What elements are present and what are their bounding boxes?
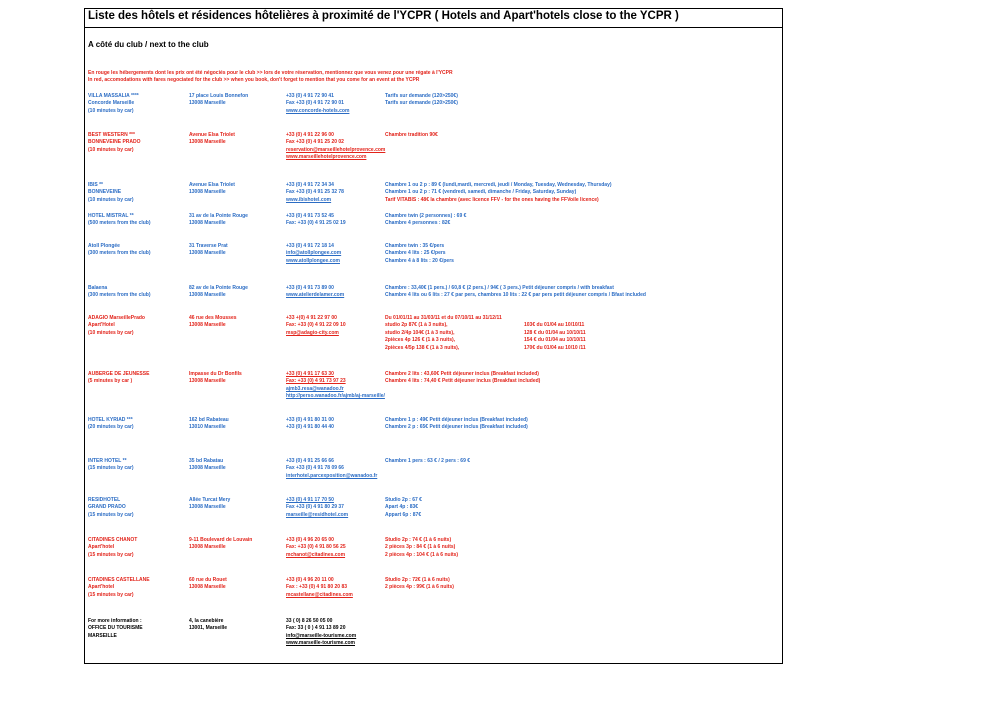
tourism-office-contact-line: 33 ( 0) 8 26 50 05 00 bbox=[286, 618, 333, 624]
hotel-11-contact-line: Fax +33 (0) 4 91 80 29 37 bbox=[286, 504, 344, 511]
hotel-1-name-line: VILLA MASSALIA **** bbox=[88, 93, 139, 99]
hotel-7-price-line bbox=[385, 344, 586, 352]
hotel-9-name-line: (20 minutes by car) bbox=[88, 424, 134, 431]
hotel-6-name-line: (300 meters from the club) bbox=[88, 292, 151, 299]
hotel-11-contact-link[interactable]: marseille@residhotel.com bbox=[286, 511, 349, 518]
price-text: Chambre 2 p : 65€ Petit déjeuner inclus (Breakfast included) bbox=[385, 424, 528, 431]
hotel-6-address-line: 13008 Marseille bbox=[189, 292, 226, 299]
hotel-6-prices bbox=[385, 285, 646, 300]
price-text: 2 pièces 4p : 99€ (1 à 6 nuits) bbox=[385, 584, 454, 591]
hotel-7-contact-line: Fax: +33 (0) 4 91 22 09 10 bbox=[286, 322, 346, 329]
hotel-6-contact-link[interactable]: www.atelierdelamer.com bbox=[286, 292, 345, 299]
hotel-10-contact-line: +33 (0) 4 91 25 66 66 bbox=[286, 458, 334, 464]
hotel-7-price-line bbox=[385, 315, 502, 322]
price-text: 2pièces 4p 126 € (1 à 3 nuits), bbox=[385, 337, 456, 344]
price-text: 2pièces 4/5p 138 € (1 à 3 nuits), bbox=[385, 344, 460, 351]
price-text: Chambre 4 lits ou 6 lits : 27 € par pers, chambres 10 lits : 22 € par pers petit déjeuner compris / Bfast included bbox=[385, 292, 646, 299]
hotel-1-price-line bbox=[385, 93, 458, 100]
price-text: Chambre 4 à 8 lits : 20 €/pers bbox=[385, 257, 454, 264]
hotel-10-name bbox=[88, 458, 134, 473]
tourism-office-contact-link[interactable]: www.marseille-tourisme.com bbox=[286, 640, 356, 647]
hotel-6-address bbox=[189, 285, 248, 300]
hotel-11-name-line: RESIDHOTEL bbox=[88, 497, 121, 503]
hotel-6-name-line: Balaena bbox=[88, 285, 108, 291]
tourism-office-name-line: OFFICE DU TOURISME bbox=[88, 625, 143, 632]
price-high-season: 154 € du 01/04 au 10/10/11 bbox=[524, 337, 586, 344]
hotel-2-name-line: BEST WESTERN *** bbox=[88, 132, 135, 138]
hotel-4-address-line: 13008 Marseille bbox=[189, 220, 226, 227]
hotel-10-contact-link[interactable]: interhotel.parcexposition@wanadoo.fr bbox=[286, 472, 378, 479]
hotel-4-contact-line: Fax: +33 (0) 4 91 25 02 19 bbox=[286, 220, 346, 227]
hotel-7-price-line bbox=[385, 322, 585, 329]
hotel-3-contact-line: +33 (0) 4 91 72 34 34 bbox=[286, 182, 334, 188]
hotel-10-address-line: 35 bd Rabatau bbox=[189, 458, 224, 464]
hotel-5-contact-link[interactable]: www.atollplongee.com bbox=[286, 257, 340, 264]
price-text: Chambre 4 lits : 74,40 € Petit déjeuner inclus (Breakfast included) bbox=[385, 378, 541, 385]
hotel-12-contact-line: +33 (0) 4 96 20 65 00 bbox=[286, 537, 334, 543]
hotel-3-address-line: Avenue Elsa Triolet bbox=[189, 182, 235, 188]
price-text: Chambre tradition 90€ bbox=[385, 132, 438, 138]
hotel-8-contact-link[interactable]: http://perso.wanadoo.fr/ajmb/aj-marseille/ bbox=[286, 393, 385, 400]
hotel-11-name bbox=[88, 497, 134, 519]
price-text: Chambre 1 p : 49€ Petit déjeuner inclus (Breakfast included) bbox=[385, 417, 528, 423]
hotel-12-contact-line: Fax: +33 (0) 4 91 80 56 25 bbox=[286, 544, 346, 551]
hotel-11-price-line bbox=[385, 504, 422, 511]
hotel-5-address-line: 31 Traverse Prat bbox=[189, 243, 228, 249]
price-text: Studio 2p : 72€ (1 à 6 nuits) bbox=[385, 577, 450, 583]
hotel-2-name-line: BONNEVEINE PRADO bbox=[88, 139, 141, 146]
note-english: In red, accomodations with fares negociated for the club >> when you book, don't forget to mention that you come for an event at the YCPR bbox=[88, 77, 420, 83]
hotel-9-name-line: HOTEL KYRIAD *** bbox=[88, 417, 133, 423]
hotel-10-price-line bbox=[385, 458, 470, 465]
hotel-11-name-line: (15 minutes by car) bbox=[88, 511, 134, 518]
hotel-12-name bbox=[88, 537, 137, 559]
hotel-8-address-line: 13008 Marseille bbox=[189, 378, 226, 385]
price-text: 2 pièces 3p : 84 € (1 à 6 nuits) bbox=[385, 544, 456, 551]
price-text: Chambre 2 lits : 43,60€ Petit déjeuner inclus (Breakfast included) bbox=[385, 371, 539, 377]
price-high-season: 128 € du 01/04 au 10/10/11 bbox=[524, 329, 586, 336]
hotel-5-address bbox=[189, 243, 228, 258]
hotel-4-name-line: HOTEL MISTRAL ** bbox=[88, 213, 134, 219]
hotel-12-contact-link[interactable]: mchanot@citadines.com bbox=[286, 551, 346, 558]
hotel-12-address-line: 9-11 Boulevard de Louvain bbox=[189, 537, 253, 543]
hotel-12-price-line bbox=[385, 537, 458, 544]
hotel-4-contact-line: +33 (0) 4 91 73 52 45 bbox=[286, 213, 334, 219]
hotel-1-prices bbox=[385, 93, 458, 108]
hotel-13-contact bbox=[286, 577, 353, 599]
hotel-5-price-line bbox=[385, 258, 454, 265]
hotel-1-address-line: 17 place Louis Bonnefon bbox=[189, 93, 249, 99]
hotel-3-contact bbox=[286, 182, 344, 204]
hotel-3-name bbox=[88, 182, 134, 204]
hotel-1-contact bbox=[286, 93, 349, 115]
hotel-13-contact-link[interactable]: mcastellane@citadines.com bbox=[286, 591, 353, 598]
hotel-2-address bbox=[189, 132, 235, 147]
hotel-3-price-line bbox=[385, 182, 612, 189]
hotel-10-name-line: (15 minutes by car) bbox=[88, 465, 134, 472]
hotel-9-address-line: 13010 Marseille bbox=[189, 424, 226, 431]
hotel-5-price-line bbox=[385, 243, 454, 250]
hotel-13-price-line bbox=[385, 577, 454, 584]
hotel-9-address bbox=[189, 417, 229, 432]
hotel-2-name-line: (10 minutes by car) bbox=[88, 146, 134, 153]
price-text: Chambre 1 pers : 63 € / 2 pers : 69 € bbox=[385, 458, 471, 464]
hotel-2-address-line: 13008 Marseille bbox=[189, 139, 226, 146]
hotel-5-name bbox=[88, 243, 151, 258]
hotel-5-contact bbox=[286, 243, 341, 265]
hotel-1-contact-line: Fax +33 (0) 4 91 72 90 01 bbox=[286, 100, 344, 107]
hotel-2-contact bbox=[286, 132, 385, 162]
hotel-8-address-line: Impasse du Dr Bonfils bbox=[189, 371, 242, 377]
hotel-1-contact-line: +33 (0) 4 91 72 90 41 bbox=[286, 93, 334, 99]
hotel-11-price-line bbox=[385, 497, 422, 504]
price-text: studio 2/4p 104€ (1 à 3 nuits), bbox=[385, 329, 455, 336]
hotel-7-name-line: Apart'Hotel bbox=[88, 322, 115, 329]
hotel-6-contact bbox=[286, 285, 344, 300]
hotel-11-price-line bbox=[385, 512, 422, 519]
hotel-7-contact-link[interactable]: msp@adagio-city.com bbox=[286, 329, 339, 336]
hotel-3-address-line: 13008 Marseille bbox=[189, 189, 226, 196]
hotel-8-contact-link[interactable]: +33 (0) 4 91 17 63 30 bbox=[286, 371, 334, 377]
hotel-8-price-line bbox=[385, 378, 540, 385]
hotel-3-price-line bbox=[385, 189, 612, 196]
hotel-6-contact-line: +33 (0) 4 91 73 89 00 bbox=[286, 285, 334, 291]
hotel-9-address-line: 162 bd Rabateau bbox=[189, 417, 229, 423]
hotel-11-contact-link[interactable]: +33 (0) 4 91 17 70 50 bbox=[286, 497, 334, 503]
hotel-list-sheet bbox=[84, 8, 783, 664]
hotel-9-prices bbox=[385, 417, 528, 432]
hotel-4-contact bbox=[286, 213, 346, 228]
hotel-7-name-line: ADAGIO MarseillePrado bbox=[88, 315, 145, 321]
hotel-8-prices bbox=[385, 371, 540, 386]
hotel-2-price-line bbox=[385, 132, 438, 139]
hotel-4-name-line: (500 meters from the club) bbox=[88, 220, 151, 227]
hotel-4-address-line: 31 av de la Pointe Rouge bbox=[189, 213, 248, 219]
hotel-12-address bbox=[189, 537, 252, 552]
hotel-5-contact-link[interactable]: info@atollplongee.com bbox=[286, 250, 342, 257]
tourism-office-name-line: MARSEILLE bbox=[88, 632, 117, 639]
hotel-8-contact bbox=[286, 371, 385, 401]
page-title: Liste des hôtels et résidences hôtelières à proximité de l'YCPR ( Hotels and Apart'hotels close to the YCPR ) bbox=[88, 10, 679, 22]
hotel-3-contact-link[interactable]: www.ibishotel.com bbox=[286, 196, 332, 203]
hotel-1-address bbox=[189, 93, 248, 108]
hotel-13-address bbox=[189, 577, 227, 592]
price-text: Chambre twin : 35 €/pers bbox=[385, 243, 445, 249]
hotel-1-name-line: (10 minutes by car) bbox=[88, 107, 134, 114]
hotel-13-name-line: Apart'hotel bbox=[88, 584, 115, 591]
hotel-8-contact-link[interactable]: Fax: +33 (0) 4 91 73 97 23 bbox=[286, 378, 346, 385]
price-high-season: 170€ du 01/04 au 10/10 /11 bbox=[524, 344, 586, 351]
hotel-13-name bbox=[88, 577, 150, 599]
hotel-7-prices bbox=[385, 315, 586, 352]
hotel-2-address-line: Avenue Elsa Triolet bbox=[189, 132, 235, 138]
hotel-10-address bbox=[189, 458, 226, 473]
price-text: Du 01/01/11 au 31/03/11 et du 07/10/11 au 31/12/11 bbox=[385, 315, 502, 321]
hotel-8-address bbox=[189, 371, 242, 386]
hotel-9-name bbox=[88, 417, 134, 432]
hotel-4-name bbox=[88, 213, 151, 228]
hotel-13-address-line: 60 rue du Rouet bbox=[189, 577, 227, 583]
price-text: Studio 2p : 67 € bbox=[385, 497, 422, 503]
price-high-season: 103€ du 01/04 au 10/10/11 bbox=[524, 322, 585, 329]
hotel-2-contact-line: +33 (0) 4 91 22 96 00 bbox=[286, 132, 334, 138]
hotel-13-address-line: 13008 Marseille bbox=[189, 584, 226, 591]
hotel-12-price-line bbox=[385, 544, 458, 551]
hotel-10-prices bbox=[385, 458, 470, 465]
hotel-13-name-line: (15 minutes by car) bbox=[88, 591, 134, 598]
hotel-3-address bbox=[189, 182, 235, 197]
hotel-2-contact-link[interactable]: www.marseillehotelprovence.com bbox=[286, 154, 367, 161]
hotel-13-name-line: CITADINES CASTELLANE bbox=[88, 577, 150, 583]
hotel-12-name-line: Apart'hotel bbox=[88, 544, 115, 551]
hotel-6-price-line bbox=[385, 285, 646, 292]
hotel-4-price-line bbox=[385, 220, 466, 227]
hotel-9-price-line bbox=[385, 417, 528, 424]
hotel-8-name-line: (5 minutes by car ) bbox=[88, 378, 133, 385]
hotel-3-prices bbox=[385, 182, 612, 204]
hotel-11-prices bbox=[385, 497, 422, 519]
tourism-office-name bbox=[88, 618, 143, 640]
hotel-4-address bbox=[189, 213, 248, 228]
hotel-4-prices bbox=[385, 213, 466, 228]
hotel-10-name-line: INTER HOTEL ** bbox=[88, 458, 127, 464]
tourism-office-address bbox=[189, 618, 227, 633]
hotel-7-contact bbox=[286, 315, 346, 337]
hotel-5-address-line: 13008 Marseille bbox=[189, 250, 226, 257]
hotel-10-contact-line: Fax +33 (0) 4 91 78 09 66 bbox=[286, 465, 344, 472]
hotel-11-address-line: 13008 Marseille bbox=[189, 504, 226, 511]
hotel-3-name-line: (10 minutes by car) bbox=[88, 196, 134, 203]
price-text: Chambre twin (2 personnes) : 69 € bbox=[385, 213, 467, 219]
hotel-7-contact-line: +33 +(0) 4 91 22 97 00 bbox=[286, 315, 337, 321]
hotel-6-name bbox=[88, 285, 151, 300]
hotel-9-contact-line: +33 (0) 4 91 80 31 00 bbox=[286, 417, 334, 423]
hotel-10-address-line: 13008 Marseille bbox=[189, 465, 226, 472]
hotel-6-price-line bbox=[385, 292, 646, 299]
hotel-7-name-line: (10 minutes by car) bbox=[88, 329, 134, 336]
price-text: Tarifs sur demande (120>250€) bbox=[385, 100, 458, 107]
hotel-1-contact-link[interactable]: www.concorde-hotels.com bbox=[286, 107, 350, 114]
price-text: studio 2p 87€ (1 à 3 nuits), bbox=[385, 322, 448, 329]
hotel-10-contact bbox=[286, 458, 377, 480]
section-subtitle: A côté du club / next to the club bbox=[88, 40, 209, 49]
hotel-7-address-line: 13008 Marseille bbox=[189, 322, 226, 329]
price-text: Chambre 4 personnes : 82€ bbox=[385, 220, 451, 227]
price-text: Chambre : 33,40€ (1 pers.) / 60,8 € (2 pers.) / 94€ ( 3 pers.) Petit déjeuner compris / with breakfast bbox=[385, 285, 614, 291]
tourism-office-address-line: 13001, Marseille bbox=[189, 625, 228, 632]
hotel-8-name bbox=[88, 371, 149, 386]
hotel-7-price-line bbox=[385, 337, 586, 344]
hotel-12-prices bbox=[385, 537, 458, 559]
price-text: Appart 6p : 87€ bbox=[385, 511, 422, 518]
hotel-12-address-line: 13008 Marseille bbox=[189, 544, 226, 551]
hotel-5-price-line bbox=[385, 250, 454, 257]
hotel-7-address bbox=[189, 315, 237, 330]
hotel-6-address-line: 82 av de la Pointe Rouge bbox=[189, 285, 248, 291]
hotel-11-address-line: Allée Turcat Mery bbox=[189, 497, 231, 503]
hotel-2-contact-line: Fax +33 (0) 4 91 25 20 02 bbox=[286, 139, 344, 146]
price-text: Studio 2p : 74 € (1 à 6 nuits) bbox=[385, 537, 452, 543]
hotel-9-price-line bbox=[385, 424, 528, 431]
hotel-5-name-line: (300 meters from the club) bbox=[88, 250, 151, 257]
hotel-11-name-line: GRAND PRADO bbox=[88, 504, 126, 511]
price-text: Tarifs sur demande (120>250€) bbox=[385, 93, 458, 99]
hotel-9-contact-line: +33 (0) 4 91 80 44 40 bbox=[286, 424, 334, 431]
hotel-12-name-line: (15 minutes by car) bbox=[88, 551, 134, 558]
hotel-1-address-line: 13008 Marseille bbox=[189, 100, 226, 107]
tourism-office-contact-line: Fax: 33 ( 0 ) 4 91 13 89 20 bbox=[286, 625, 346, 632]
hotel-8-name-line: AUBERGE DE JEUNESSE bbox=[88, 371, 150, 377]
price-text: Chambre 1 ou 2 p : 89 € (lundi,mardi, mercredi, jeudi / Monday, Tuesday, Wednesday, Thursday) bbox=[385, 182, 612, 188]
hotel-12-contact bbox=[286, 537, 346, 559]
hotel-13-contact-line: Fax : +33 (0) 4 91 80 20 83 bbox=[286, 584, 348, 591]
price-text: Chambre 1 ou 2 p : 71 € (vendredi, samedi, dimanche / Friday, Saturday, Sunday) bbox=[385, 189, 577, 196]
hotel-1-name bbox=[88, 93, 139, 115]
hotel-2-prices bbox=[385, 132, 438, 139]
hotel-13-price-line bbox=[385, 584, 454, 591]
price-text: Chambre 4 lits : 25 €/pers bbox=[385, 250, 446, 257]
tourism-office-address-line: 4, la canebière bbox=[189, 618, 224, 624]
hotel-8-price-line bbox=[385, 371, 540, 378]
hotel-3-contact-line: Fax +33 (0) 4 91 25 32 78 bbox=[286, 189, 344, 196]
hotel-5-name-line: Atoll Plongée bbox=[88, 243, 120, 249]
hotel-2-name bbox=[88, 132, 141, 154]
hotel-4-price-line bbox=[385, 213, 466, 220]
hotel-2-contact-link[interactable]: reservation@marseillehotelprovence.com bbox=[286, 146, 386, 153]
hotel-3-name-line: IBIS ** bbox=[88, 182, 104, 188]
hotel-13-prices bbox=[385, 577, 454, 592]
hotel-5-contact-line: +33 (0) 4 91 72 18 14 bbox=[286, 243, 334, 249]
title-divider bbox=[85, 27, 782, 28]
hotel-1-name-line: Concorde Marseille bbox=[88, 100, 135, 107]
hotel-9-contact bbox=[286, 417, 334, 432]
hotel-3-price-line bbox=[385, 197, 612, 204]
hotel-11-contact bbox=[286, 497, 348, 519]
hotel-11-address bbox=[189, 497, 230, 512]
hotel-13-contact-line: +33 (0) 4 96 20 11 00 bbox=[286, 577, 334, 583]
hotel-12-name-line: CITADINES CHANOT bbox=[88, 537, 138, 543]
hotel-1-price-line bbox=[385, 100, 458, 107]
hotel-5-prices bbox=[385, 243, 454, 265]
hotel-3-name-line: BONNEVEINE bbox=[88, 189, 122, 196]
tourism-office-contact bbox=[286, 618, 356, 648]
tourism-office-contact-link[interactable]: info@marseille-tourisme.com bbox=[286, 632, 357, 639]
price-text: Apart 4p : 83€ bbox=[385, 504, 419, 511]
price-text: Tarif VITABIS : 48€ la chambre (avec licence FFV - for the ones having the FFVoile licence) bbox=[385, 196, 599, 203]
hotel-8-contact-link[interactable]: ajmb3.resa@wanadoo.fr bbox=[286, 385, 344, 392]
hotel-7-price-line bbox=[385, 329, 586, 337]
tourism-office-name-line: For more information : bbox=[88, 618, 142, 624]
note-french: En rouge les hébergements dont les prix ont été négociés pour le club >> lors de votre réservation, mentionnez que vous venez pour une régate à l'YCPR bbox=[88, 70, 453, 76]
price-text: 2 pièces 4p : 104 € (1 à 6 nuits) bbox=[385, 551, 459, 558]
hotel-12-price-line bbox=[385, 552, 458, 559]
hotel-7-name bbox=[88, 315, 145, 337]
hotel-7-address-line: 46 rue des Mousses bbox=[189, 315, 237, 321]
